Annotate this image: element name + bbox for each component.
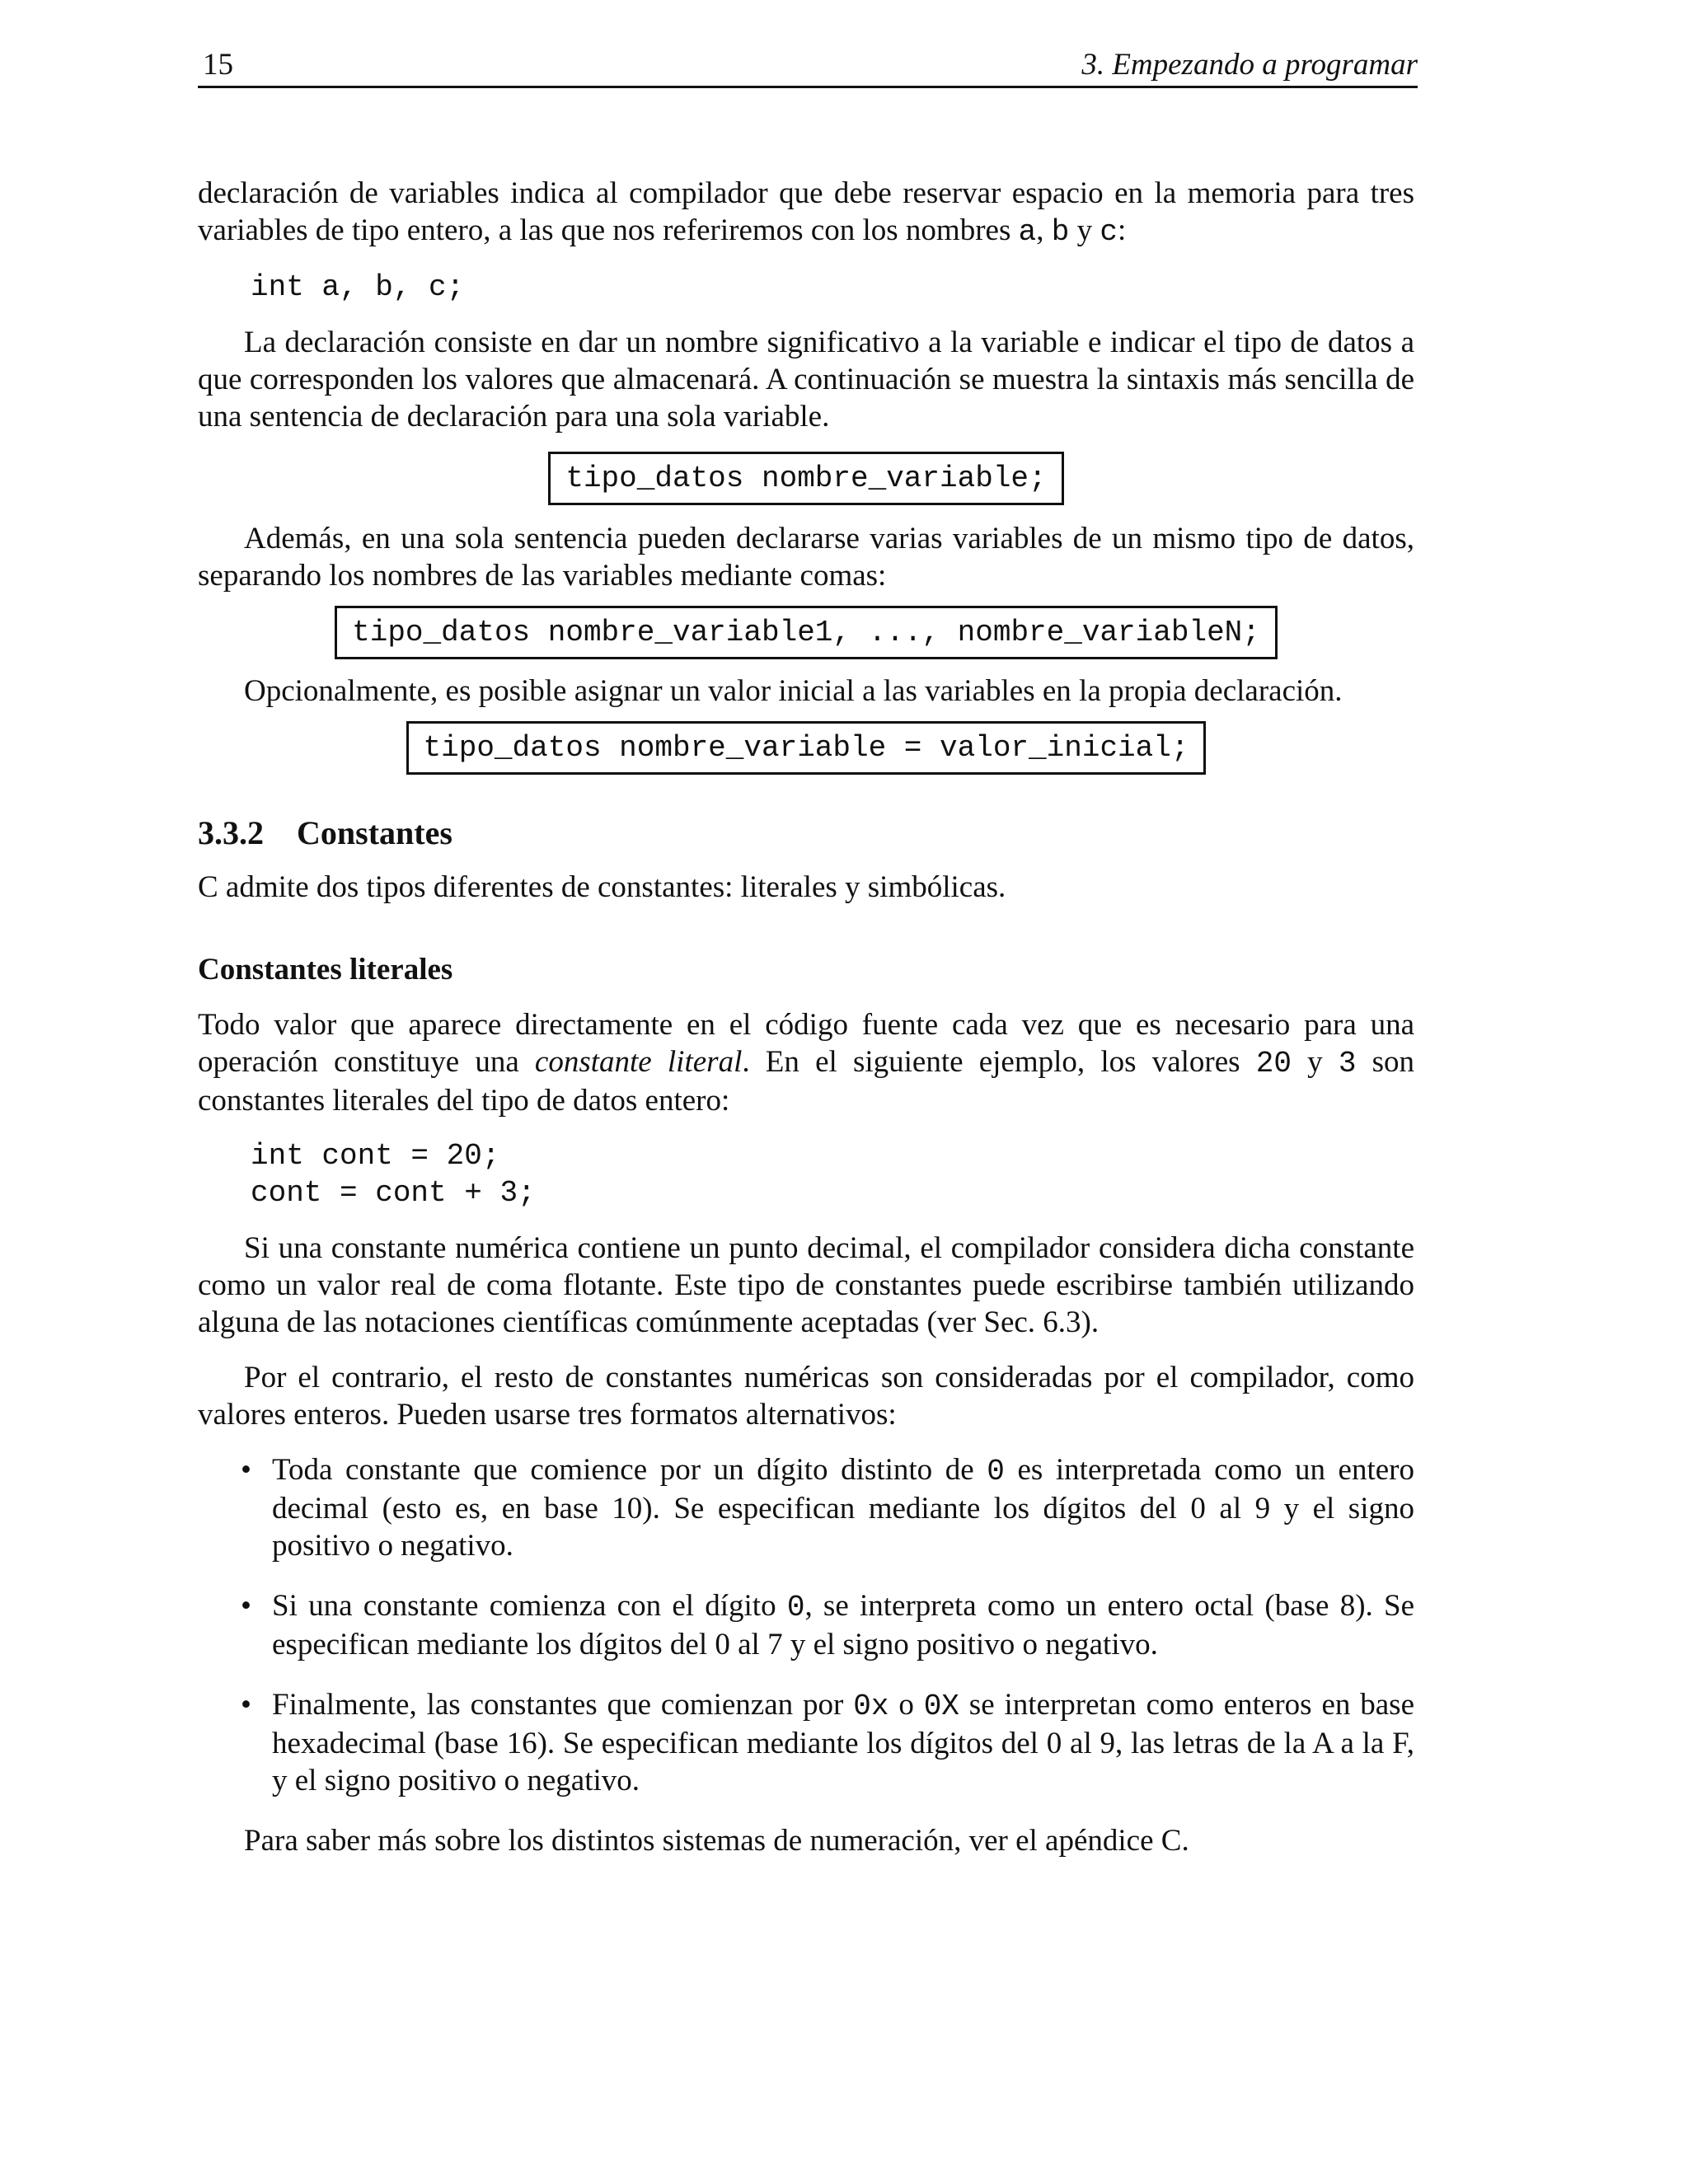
- inline-code-0x: 0x: [853, 1690, 889, 1723]
- running-head: 3. Empezando a programar: [1081, 48, 1418, 82]
- bullet-icon: •: [241, 1688, 251, 1722]
- bullet-icon: •: [241, 1453, 251, 1487]
- paragraph-text: . En el siguiente ejemplo, los valores: [742, 1045, 1256, 1079]
- paragraph-see-appendix: Para saber más sobre los distintos sistemas de numeración, ver el apéndice C.: [244, 1824, 1189, 1858]
- syntax-box-single: tipo_datos nombre_variable;: [548, 452, 1063, 505]
- paragraph-text: declaración de variables indica al compilador que debe reservar espacio en la memoria para tres variables de tipo entero, a las que nos referiremos con los nombres: [198, 176, 1414, 247]
- code-line: cont = cont + 3;: [251, 1176, 536, 1210]
- paragraph-multiple-variables: Además, en una sola sentencia pueden declararse varias variables de un mismo tipo de datos, separando los nombres de las variables mediante comas:: [198, 522, 1414, 593]
- paragraph-declaration-explained: La declaración consiste en dar un nombre significativo a la variable e indicar el tipo de datos a que corresponden los valores que almacenará. A continuación se muestra la sintaxis más sencilla de una sentencia de declaración para una sola variable.: [198, 326, 1414, 434]
- inline-code-a: a: [1018, 215, 1037, 249]
- page-header: [198, 45, 1418, 88]
- paragraph-floating-point: Si una constante numérica contiene un punto decimal, el compilador considera dicha constante como un valor real de coma flotante. Este tipo de constantes puede escribirse también utilizando alguna de las notaciones científicas comúnmente aceptadas (ver Sec. 6.3).: [198, 1231, 1414, 1339]
- section-title: Constantes: [297, 814, 452, 851]
- code-example-literals: [198, 1137, 1414, 1212]
- paragraph-text: Toda constante que comience por un dígito distinto de: [272, 1453, 987, 1487]
- paragraph-text: son constantes literales del tipo de datos entero:: [198, 1045, 1415, 1118]
- paragraph-literal-constants: [198, 1006, 1414, 1119]
- paragraph-text: Todo valor que aparece directamente en el código fuente cada vez que es necesario para una operación constituye una: [198, 1008, 1414, 1079]
- list-item: [198, 1451, 1414, 1564]
- syntax-box-wrapper: [198, 606, 1414, 659]
- paragraph-text: se interpretan como enteros en base hexadecimal (base 16). Se especifican mediante los dígitos del 0 al 9, las letras de la A a la F, y el signo positivo o negativo.: [272, 1688, 1414, 1797]
- integer-format-list: [198, 1451, 1414, 1799]
- paragraph-text: ,: [1036, 213, 1052, 247]
- inline-code-0X: 0X: [923, 1690, 959, 1723]
- inline-code-20: 20: [1255, 1047, 1292, 1080]
- paragraph-text: o: [889, 1688, 924, 1722]
- syntax-box-wrapper: [198, 452, 1414, 505]
- inline-code-0: 0: [786, 1591, 805, 1624]
- subsection-heading: Constantes literales: [198, 953, 453, 987]
- bullet-icon: •: [241, 1589, 251, 1623]
- syntax-box-multiple: tipo_datos nombre_variable1, ..., nombre_variableN;: [335, 606, 1278, 659]
- paragraph-text: y: [1291, 1045, 1339, 1079]
- list-item: [198, 1686, 1414, 1799]
- inline-code-3: 3: [1338, 1047, 1357, 1080]
- code-line: int cont = 20;: [251, 1139, 500, 1173]
- paragraph-integer-formats: Por el contrario, el resto de constantes numéricas son consideradas por el compilador, como valores enteros. Pueden usarse tres formatos alternativos:: [198, 1361, 1414, 1432]
- list-item: [198, 1587, 1414, 1663]
- emphasis-term: constante literal: [534, 1045, 743, 1079]
- paragraph-text: :: [1117, 213, 1127, 247]
- syntax-box-wrapper: [198, 721, 1414, 775]
- paragraph-text: y: [1069, 213, 1100, 247]
- page-number: 15: [203, 48, 233, 82]
- paragraph-constants-intro: C admite dos tipos diferentes de constantes: literales y simbólicas.: [198, 870, 1006, 904]
- paragraph-text: Finalmente, las constantes que comienzan por: [272, 1688, 854, 1722]
- paragraph-text: Si una constante comienza con el dígito: [272, 1589, 787, 1623]
- paragraph-declaration-intro: [198, 175, 1414, 251]
- inline-code-b: b: [1051, 215, 1070, 249]
- code-example-declaration: int a, b, c;: [251, 270, 465, 304]
- inline-code-0: 0: [987, 1455, 1005, 1488]
- inline-code-c: c: [1100, 215, 1118, 249]
- section-number: 3.3.2: [198, 814, 264, 851]
- paragraph-text: , se interpreta como un entero octal (base 8). Se especifican mediante los dígitos del 0 al 7 y el signo positivo o negativo.: [272, 1589, 1415, 1661]
- syntax-box-initial-value: tipo_datos nombre_variable = valor_inicial;: [406, 721, 1207, 775]
- section-heading: [198, 814, 1414, 852]
- paragraph-text: es interpretada como un entero decimal (esto es, en base 10). Se especifican mediante los dígitos del 0 al 9 y el signo positivo o negativo.: [272, 1453, 1414, 1563]
- page-body: [198, 175, 1414, 1859]
- paragraph-initial-value: Opcionalmente, es posible asignar un valor inicial a las variables en la propia declaración.: [244, 674, 1343, 708]
